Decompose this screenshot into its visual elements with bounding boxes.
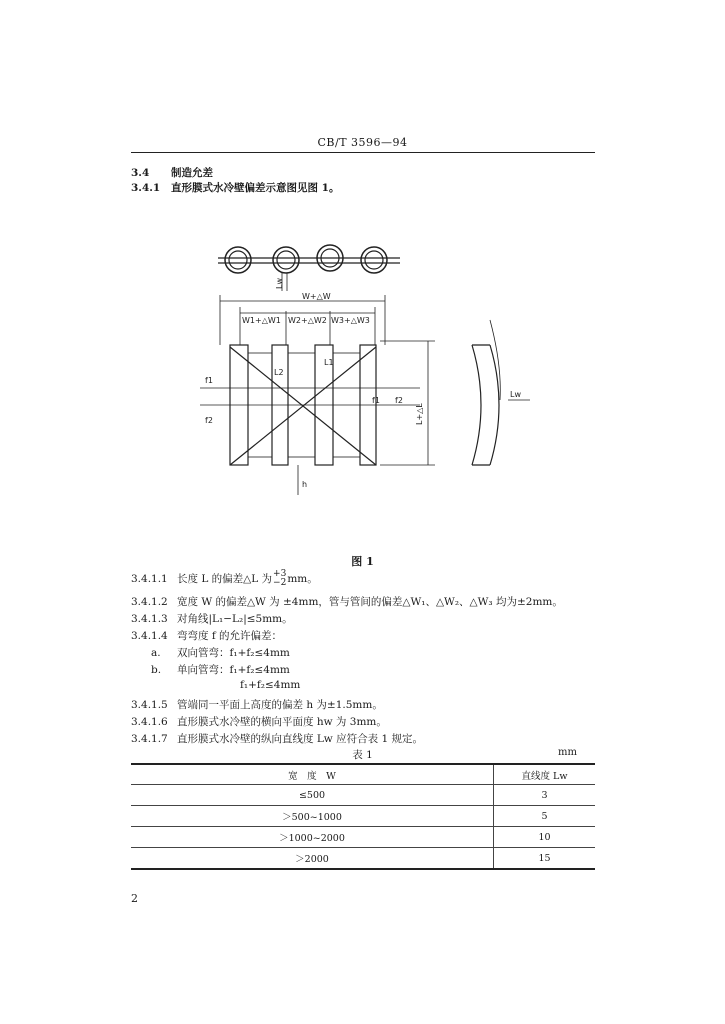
cell-width: ≤500 xyxy=(131,785,494,806)
item-text: 管端同一平面上高度的偏差 h 为±1.5mm。 xyxy=(177,699,383,711)
table-unit: mm xyxy=(558,747,577,758)
table-row xyxy=(131,785,595,806)
item-number: 3.4.1.4 xyxy=(131,630,168,642)
label-w1: W1+△W1 xyxy=(242,316,281,325)
item-3-4-1-6 xyxy=(131,714,387,729)
side-view-curve xyxy=(472,345,481,465)
item-text: 长度 L 的偏差△L 为 xyxy=(177,573,273,585)
subitem-b xyxy=(151,662,290,677)
item-3-4-1-1 xyxy=(131,570,318,588)
table-row xyxy=(131,806,595,827)
item-number: 3.4.1.1 xyxy=(131,573,168,585)
item-number: 3.4.1.6 xyxy=(131,716,168,728)
table-title: 表 1 xyxy=(352,749,373,761)
header-rule xyxy=(131,152,595,153)
cell-straightness: 3 xyxy=(494,785,596,806)
section-number: 3.4.1 xyxy=(131,182,161,194)
subitem-b-line2: f₁+f₂≤4mm xyxy=(240,679,301,691)
item-3-4-1-4 xyxy=(131,628,282,643)
table-row xyxy=(131,827,595,848)
item-text: 对角线|L₁−L₂|≤5mm。 xyxy=(177,613,293,625)
item-3-4-1-2 xyxy=(131,594,563,609)
header-width: 宽 度 W xyxy=(131,764,494,785)
straightness-table xyxy=(131,763,595,870)
label-l-total: L+△L xyxy=(415,403,424,425)
section-number: 3.4 xyxy=(131,167,150,179)
item-number: 3.4.1.5 xyxy=(131,699,168,711)
label-w2: W2+△W2 xyxy=(288,316,327,325)
page-number: 2 xyxy=(131,892,138,905)
item-text: 直形膜式水冷壁的纵向直线度 Lw 应符合表 1 规定。 xyxy=(177,733,423,745)
subitem-text: 单向管弯：f₁+f₂≤4mm xyxy=(177,664,290,676)
cell-width: ＞1000~2000 xyxy=(131,827,494,848)
section-text: 直形膜式水冷壁偏差示意图见图 1。 xyxy=(171,182,340,194)
label-f2-left: f2 xyxy=(205,416,213,425)
item-number: 3.4.1.3 xyxy=(131,613,168,625)
subitem-label: b. xyxy=(151,664,162,676)
section-3-4 xyxy=(131,165,213,180)
tolerance-fraction xyxy=(273,570,286,588)
label-l1: L1 xyxy=(324,358,334,367)
item-text: 弯弯度 f 的允许偏差： xyxy=(177,630,283,642)
subitem-a xyxy=(151,645,290,660)
item-3-4-1-5 xyxy=(131,697,383,712)
label-f1-right: f1 xyxy=(372,396,380,405)
item-number: 3.4.1.2 xyxy=(131,596,168,608)
figure-caption: 图 1 xyxy=(351,555,374,568)
item-3-4-1-7 xyxy=(131,731,423,746)
subitem-label: a. xyxy=(151,647,161,659)
tube-bore xyxy=(229,251,247,269)
cell-straightness: 5 xyxy=(494,806,596,827)
item-text: 宽度 W 的偏差△W 为 ±4mm，管与管间的偏差△W₁、△W₂、△W₃ 均为±2mm。 xyxy=(177,596,563,608)
table-row xyxy=(131,848,595,870)
table-header-row xyxy=(131,764,595,785)
label-hw: Lw xyxy=(275,278,284,289)
item-text-after: mm。 xyxy=(287,573,318,585)
header-straightness: 直线度 Lw xyxy=(521,770,568,782)
subitem-text: 双向管弯：f₁+f₂≤4mm xyxy=(177,647,290,659)
item-text: 直形膜式水冷壁的横向平面度 hw 为 3mm。 xyxy=(177,716,387,728)
cell-width: ＞2000 xyxy=(131,848,494,870)
label-w-total: W+△W xyxy=(302,292,331,301)
item-3-4-1-3 xyxy=(131,611,293,626)
figure-1-diagram xyxy=(190,225,530,510)
section-3-4-1 xyxy=(131,180,339,195)
standard-code-header: CB/T 3596—94 xyxy=(317,136,408,149)
tube-bore xyxy=(365,251,383,269)
item-number: 3.4.1.7 xyxy=(131,733,168,745)
tube-bore xyxy=(277,251,295,269)
section-title: 制造允差 xyxy=(171,167,213,179)
cell-width: ＞500~1000 xyxy=(131,806,494,827)
tolerance-minus: −2 xyxy=(273,578,287,588)
tolerance-plus: +3 xyxy=(273,569,287,579)
label-w3: W3+△W3 xyxy=(331,316,370,325)
cell-straightness: 15 xyxy=(494,848,596,870)
label-f2-right: f2 xyxy=(395,396,403,405)
label-lw-side: Lw xyxy=(510,390,521,399)
label-l2: L2 xyxy=(274,368,284,377)
cell-straightness: 10 xyxy=(494,827,596,848)
label-h: h xyxy=(302,480,308,489)
label-f1-left: f1 xyxy=(205,376,213,385)
